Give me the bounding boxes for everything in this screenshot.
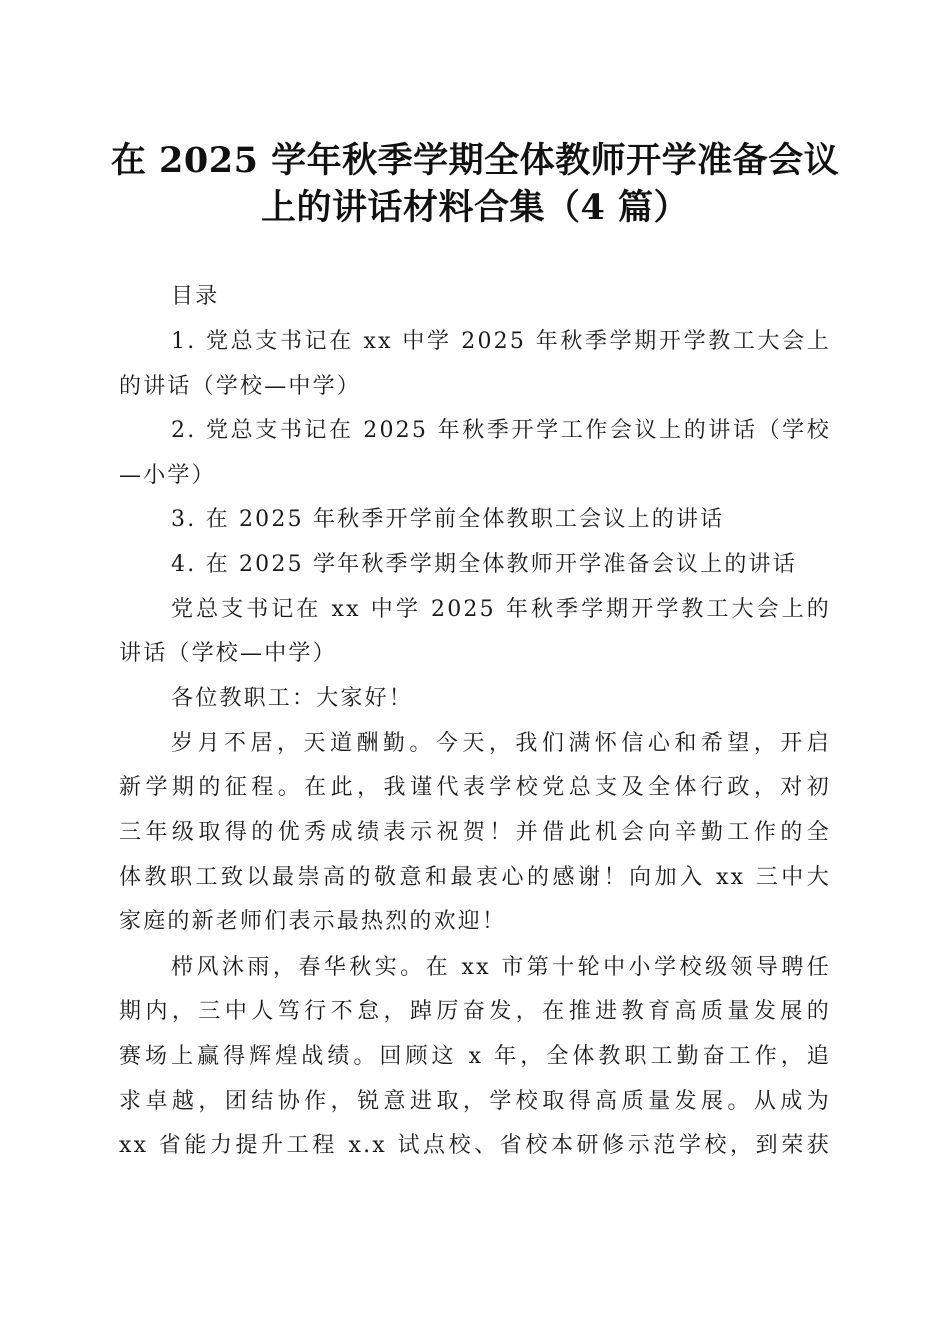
para-1-line-5: 家庭的新老师们表示最热烈的欢迎！ <box>119 909 507 934</box>
para-1-line-4: 体教职工致以最崇高的敬意和最衷心的感谢！向加入 xx 三中大 <box>119 865 831 890</box>
speech-greeting: 各位教职工：大家好！ <box>171 686 414 711</box>
para-1-line-1: 岁月不居，天道酬勤。今天，我们满怀信心和希望，开启 <box>171 731 831 756</box>
document-title-line-1: 在 2025 学年秋季学期全体教师开学准备会议 <box>110 140 840 181</box>
para-2-line-5: xx 省能力提升工程 x.x 试点校、省校本研修示范学校，到荣获 <box>119 1133 831 1158</box>
speech-heading-line-2: 讲话（学校—中学） <box>119 641 337 666</box>
document-title-line-2: 上的讲话材料合集（4 篇） <box>260 187 690 228</box>
para-2-line-2: 期内，三中人笃行不怠，踔厉奋发，在推进教育高质量发展的 <box>119 999 831 1024</box>
para-1-line-3: 三年级取得的优秀成绩表示祝贺！并借此机会向辛勤工作的全 <box>119 820 831 845</box>
toc-item-1-line-2: 的讲话（学校—中学） <box>119 374 362 399</box>
para-2-line-1: 栉风沐雨，春华秋实。在 xx 市第十轮中小学校级领导聘任 <box>171 955 831 980</box>
toc-item-2-line-1: 2. 党总支书记在 2025 年秋季开学工作会议上的讲话（学校 <box>171 418 831 443</box>
toc-heading: 目录 <box>171 284 220 309</box>
speech-heading-line-1: 党总支书记在 xx 中学 2025 年秋季学期开学教工大会上的 <box>171 597 831 622</box>
toc-item-4-line-1: 4. 在 2025 学年秋季学期全体教师开学准备会议上的讲话 <box>171 552 797 577</box>
toc-item-2-line-2: —小学） <box>119 463 216 488</box>
para-2-line-3: 赛场上赢得辉煌战绩。回顾这 x 年，全体教职工勤奋工作，追 <box>119 1044 831 1069</box>
toc-item-1-line-1: 1. 党总支书记在 xx 中学 2025 年秋季学期开学教工大会上 <box>171 329 831 354</box>
para-1-line-2: 新学期的征程。在此，我谨代表学校党总支及全体行政，对初 <box>119 775 831 800</box>
para-2-line-4: 求卓越，团结协作，锐意进取，学校取得高质量发展。从成为 <box>119 1089 831 1114</box>
toc-item-3-line-1: 3. 在 2025 年秋季开学前全体教职工会议上的讲话 <box>171 507 725 532</box>
